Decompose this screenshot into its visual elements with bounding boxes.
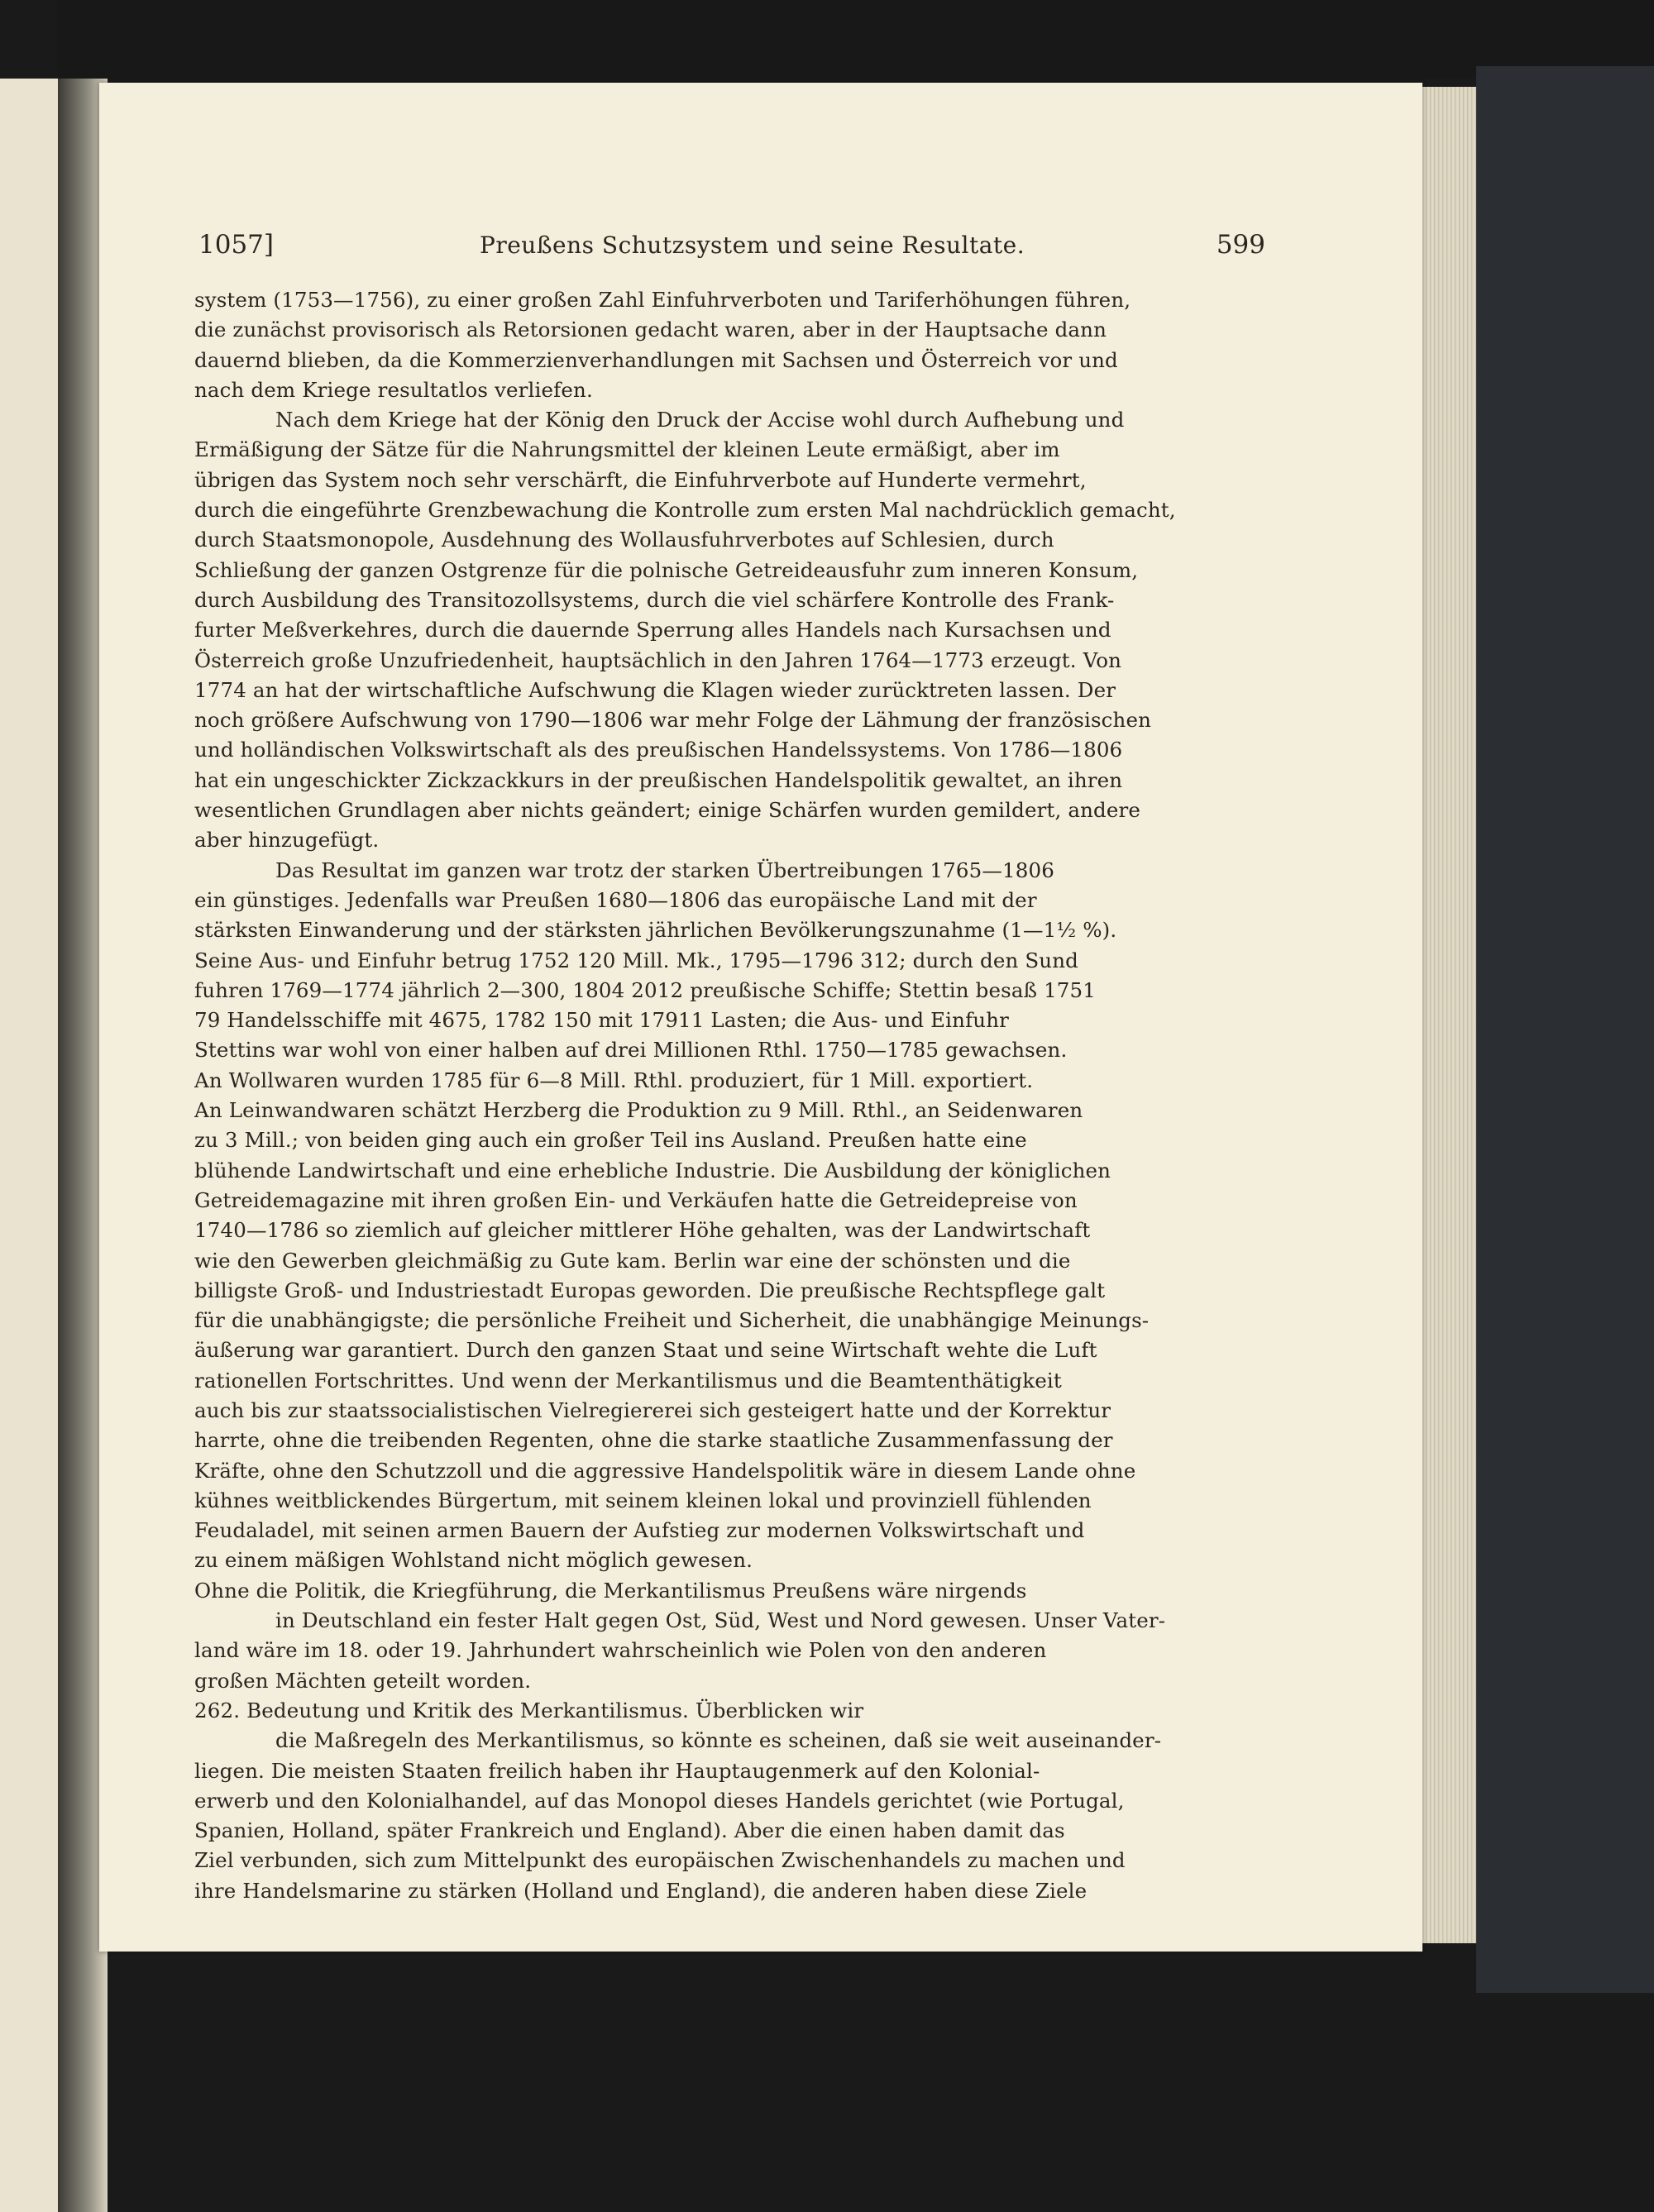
text-line: erwerb und den Kolonialhandel, auf das Monopol dieses Handels gerichtet (wie Portugal,	[194, 1788, 1125, 1813]
text-line: Ziel verbunden, sich zum Mittelpunkt des europäischen Zwischenhandels zu machen und	[194, 1848, 1126, 1873]
text-line: durch Staatsmonopole, Ausdehnung des Wollausfuhrverbotes auf Schlesien, durch	[194, 528, 1054, 552]
text-line: harrte, ohne die treibenden Regenten, ohne die starke staatliche Zusammenfassung der	[194, 1428, 1113, 1453]
text-line: nach dem Kriege resultatlos verliefen.	[194, 377, 593, 402]
facing-page-edge	[0, 79, 58, 2212]
text-line: Spanien, Holland, später Frankreich und England). Aber die einen haben damit das	[194, 1818, 1065, 1843]
running-title: Preußens Schutzsystem und seine Resultate.	[480, 232, 1025, 259]
text-line: 1740—1786 so ziemlich auf gleicher mittlerer Höhe gehalten, was der Landwirtschaft	[194, 1218, 1091, 1243]
text-line: An Leinwandwaren schätzt Herzberg die Produktion zu 9 Mill. Rthl., an Seidenwaren	[194, 1098, 1083, 1123]
text-line: billigste Groß- und Industriestadt Europas geworden. Die preußische Rechtspflege galt	[194, 1278, 1106, 1302]
paragraph-start-line: Das Resultat im ganzen war trotz der starken Übertreibungen 1765—1806	[275, 858, 1054, 882]
text-line: An Wollwaren wurden 1785 für 6—8 Mill. Rthl. produziert, für 1 Mill. exportiert.	[194, 1068, 1034, 1092]
text-line: 79 Handelsschiffe mit 4675, 1782 150 mit 17911 Lasten; die Aus- und Einfuhr	[194, 1008, 1010, 1033]
text-line: Schließung der ganzen Ostgrenze für die polnische Getreideausfuhr zum inneren Konsum,	[194, 557, 1139, 582]
text-line: noch größere Aufschwung von 1790—1806 war mehr Folge der Lähmung der französischen	[194, 708, 1152, 733]
scan-backdrop	[58, 0, 1654, 79]
text-line: system (1753—1756), zu einer großen Zahl Einfuhrverboten und Tariferhöhungen führen,	[194, 288, 1131, 312]
text-line: stärksten Einwanderung und der stärksten jährlichen Bevölkerungszunahme (1—1½ %).	[194, 918, 1117, 943]
text-line: äußerung war garantiert. Durch den ganzen Staat und seine Wirtschaft wehte die Luft	[194, 1338, 1097, 1363]
text-line: für die unabhängigste; die persönliche Freiheit und Sicherheit, die unabhängige Meinungs-	[194, 1308, 1150, 1333]
text-line: land wäre im 18. oder 19. Jahrhundert wahrscheinlich wie Polen von den anderen	[194, 1638, 1047, 1663]
text-line: Stettins war wohl von einer halben auf drei Millionen Rthl. 1750—1785 gewachsen.	[194, 1038, 1068, 1063]
text-line: Seine Aus- und Einfuhr betrug 1752 120 Mill. Mk., 1795—1796 312; durch den Sund	[194, 948, 1078, 972]
text-line: die zunächst provisorisch als Retorsionen gedacht waren, aber in der Hauptsache dann	[194, 318, 1107, 342]
text-line: großen Mächten geteilt worden.	[194, 1668, 532, 1693]
text-line: wie den Gewerben gleichmäßig zu Gute kam. Berlin war eine der schönsten und die	[194, 1248, 1071, 1273]
page-block-edges	[1422, 87, 1476, 1943]
text-line: 262. Bedeutung und Kritik des Merkantilismus. Überblicken wir	[194, 1698, 864, 1722]
text-line: Österreich große Unzufriedenheit, hauptsächlich in den Jahren 1764—1773 erzeugt. Von	[194, 647, 1122, 672]
section-heading-line: die Maßregeln des Merkantilismus, so könnte es scheinen, daß sie weit auseinander-	[275, 1728, 1162, 1753]
text-line: rationellen Fortschrittes. Und wenn der Merkantilismus und die Beamtenthätigkeit	[194, 1368, 1062, 1393]
text-line: durch die eingeführte Grenzbewachung die Kontrolle zum ersten Mal nachdrücklich gemacht,	[194, 498, 1176, 523]
text-line: ihre Handelsmarine zu stärken (Holland und England), die anderen haben diese Ziele	[194, 1878, 1088, 1903]
text-line: 1774 an hat der wirtschaftliche Aufschwung die Klagen wieder zurücktreten lassen. Der	[194, 677, 1116, 702]
text-line: aber hinzugefügt.	[194, 828, 380, 853]
text-line: furter Meßverkehres, durch die dauernde Sperrung alles Handels nach Kursachsen und	[194, 618, 1111, 643]
text-line	[194, 1906, 1278, 1936]
text-line: zu einem mäßigen Wohlstand nicht möglich gewesen.	[194, 1548, 753, 1573]
text-line: auch bis zur staatssocialistischen Vielregiererei sich gesteigert hatte und der Korrektur	[194, 1397, 1111, 1422]
text-line: fuhren 1769—1774 jährlich 2—300, 1804 2012 preußische Schiffe; Stettin besaß 1751	[194, 977, 1097, 1002]
page-number: 599	[1216, 230, 1265, 260]
text-line: und holländischen Volkswirtschaft als des preußischen Handelssystems. Von 1786—1806	[194, 738, 1123, 762]
text-line: übrigen das System noch sehr verschärft, die Einfuhrverbote auf Hunderte vermehrt,	[194, 467, 1087, 492]
text-line: Getreidemagazine mit ihren großen Ein- und Verkäufen hatte die Getreidepreise von	[194, 1187, 1078, 1212]
section-number: 1057]	[198, 230, 274, 260]
text-line: wesentlichen Grundlagen aber nichts geändert; einige Schärfen wurden gemildert, andere	[194, 798, 1141, 823]
text-line: blühende Landwirtschaft und eine erhebliche Industrie. Die Ausbildung der königlichen	[194, 1158, 1111, 1182]
book-cover	[1476, 66, 1654, 1993]
paragraph-start-line: in Deutschland ein fester Halt gegen Ost, Süd, West und Nord gewesen. Unser Vater-	[275, 1608, 1166, 1633]
text-line: ein günstiges. Jedenfalls war Preußen 1680—1806 das europäische Land mit der	[194, 887, 1037, 912]
text-line: Ermäßigung der Sätze für die Nahrungsmittel der kleinen Leute ermäßigt, aber im	[194, 437, 1060, 462]
text-line: zu 3 Mill.; von beiden ging auch ein großer Teil ins Ausland. Preußen hatte eine	[194, 1128, 1027, 1153]
text-line: Feudaladel, mit seinen armen Bauern der Aufstieg zur modernen Volkswirtschaft und	[194, 1518, 1085, 1543]
page-body-text	[194, 285, 1278, 1936]
text-line: dauernd blieben, da die Kommerzienverhandlungen mit Sachsen und Österreich vor und	[194, 347, 1118, 372]
text-line: durch Ausbildung des Transitozollsystems, durch die viel schärfere Kontrolle des Frank-	[194, 587, 1115, 612]
running-header	[198, 230, 1265, 271]
text-line: Kräfte, ohne den Schutzzoll und die aggressive Handelspolitik wäre in diesem Lande ohne	[194, 1458, 1136, 1483]
text-line: hat ein ungeschickter Zickzackkurs in der preußischen Handelspolitik gewaltet, an ihren	[194, 767, 1123, 792]
paragraph-start-line: Nach dem Kriege hat der König den Druck der Accise wohl durch Aufhebung und	[275, 408, 1125, 432]
text-line: liegen. Die meisten Staaten freilich haben ihr Hauptaugenmerk auf den Kolonial-	[194, 1758, 1040, 1783]
text-line: Ohne die Politik, die Kriegführung, die Merkantilismus Preußens wäre nirgends	[194, 1578, 1027, 1603]
text-line: kühnes weitblickendes Bürgertum, mit seinem kleinen lokal und provinziell fühlenden	[194, 1488, 1092, 1512]
